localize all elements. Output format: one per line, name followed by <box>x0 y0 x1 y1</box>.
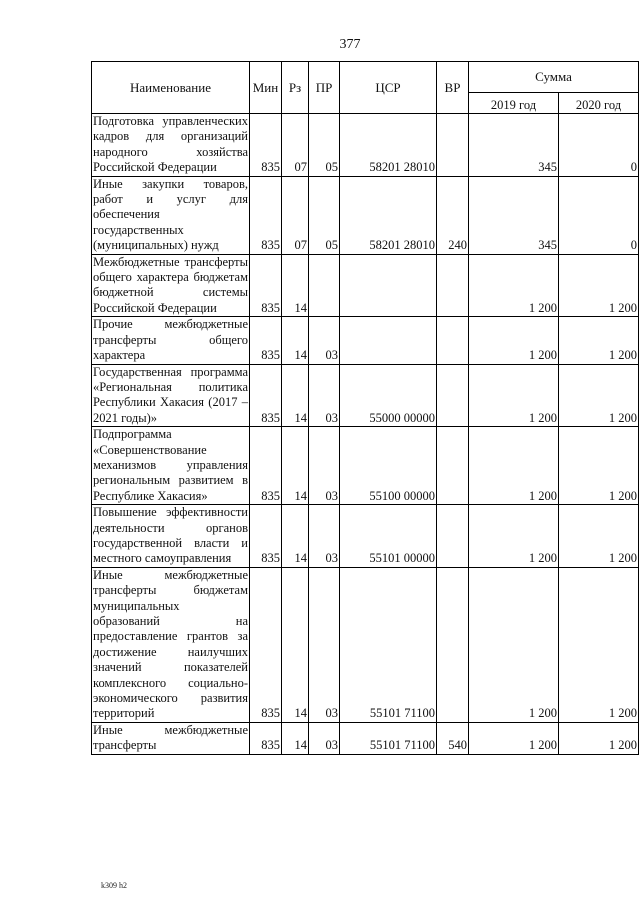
row-vr <box>437 427 469 505</box>
row-amount-2019: 1 200 <box>469 427 559 505</box>
header-sum: Сумма <box>469 62 639 93</box>
row-min: 835 <box>250 427 282 505</box>
table-row <box>92 427 639 505</box>
row-amount-2020: 1 200 <box>559 505 639 568</box>
table-row <box>92 254 639 317</box>
header-csr: ЦСР <box>340 62 437 114</box>
row-rz: 14 <box>282 364 309 427</box>
row-name: Государственная программа «Региональная политика Республики Хакасия (2017 – 2021 годы)» <box>93 364 248 425</box>
row-csr: 58201 28010 <box>340 114 437 177</box>
row-min: 835 <box>250 722 282 754</box>
row-vr: 240 <box>437 176 469 254</box>
row-min: 835 <box>250 114 282 177</box>
row-min: 835 <box>250 505 282 568</box>
row-amount-2020: 1 200 <box>559 427 639 505</box>
row-vr <box>437 567 469 722</box>
row-rz: 14 <box>282 254 309 317</box>
row-vr <box>437 364 469 427</box>
row-amount-2019: 345 <box>469 176 559 254</box>
row-rz: 14 <box>282 722 309 754</box>
row-pr: 03 <box>309 567 340 722</box>
row-csr: 58201 28010 <box>340 176 437 254</box>
row-name: Подготовка управленческих кадров для организаций народного хозяйства Российской Федерации <box>93 114 248 175</box>
header-year-2020: 2020 год <box>559 93 639 114</box>
row-rz: 14 <box>282 505 309 568</box>
row-pr: 03 <box>309 317 340 364</box>
row-csr: 55101 71100 <box>340 567 437 722</box>
row-name: Межбюджетные трансферты общего характера бюджетам бюджетной системы Российской Федерации <box>93 254 248 315</box>
footer-code: k309 h2 <box>101 881 127 890</box>
header-name: Наименование <box>92 62 250 114</box>
header-vr: ВР <box>437 62 469 114</box>
row-amount-2019: 345 <box>469 114 559 177</box>
row-csr <box>340 317 437 364</box>
header-min: Мин <box>250 62 282 114</box>
row-min: 835 <box>250 364 282 427</box>
row-pr: 03 <box>309 722 340 754</box>
row-pr: 05 <box>309 114 340 177</box>
row-amount-2020: 1 200 <box>559 317 639 364</box>
row-name: Прочие межбюджетные трансферты общего характера <box>93 317 248 363</box>
row-pr: 05 <box>309 176 340 254</box>
row-name: Иные межбюджетные трансферты бюджетам муниципальных образований на предоставление грантов за достижение наилучших значений показателей комплексного социально-экономического развития территорий <box>93 567 248 721</box>
row-min: 835 <box>250 176 282 254</box>
row-pr: 03 <box>309 364 340 427</box>
row-vr <box>437 114 469 177</box>
table-row <box>92 567 639 722</box>
row-name: Подпрограмма «Совершенствование механизмов управления региональным развитием в Республике Хакасия» <box>93 427 248 503</box>
row-csr <box>340 254 437 317</box>
row-pr <box>309 254 340 317</box>
row-vr <box>437 254 469 317</box>
table-row <box>92 722 639 754</box>
row-csr: 55000 00000 <box>340 364 437 427</box>
row-amount-2019: 1 200 <box>469 505 559 568</box>
row-amount-2020: 0 <box>559 176 639 254</box>
row-min: 835 <box>250 317 282 364</box>
row-name: Повышение эффективности деятельности органов государственной власти и местного самоуправления <box>93 505 248 566</box>
row-csr: 55100 00000 <box>340 427 437 505</box>
header-year-2019: 2019 год <box>469 93 559 114</box>
row-rz: 14 <box>282 567 309 722</box>
row-vr <box>437 317 469 364</box>
table-row <box>92 176 639 254</box>
row-name: Иные закупки товаров, работ и услуг для обеспечения государственных (муниципальных) нужд <box>93 176 248 253</box>
row-amount-2020: 1 200 <box>559 364 639 427</box>
row-amount-2020: 1 200 <box>559 722 639 754</box>
row-amount-2020: 1 200 <box>559 567 639 722</box>
row-min: 835 <box>250 254 282 317</box>
table-row <box>92 317 639 364</box>
row-csr: 55101 71100 <box>340 722 437 754</box>
table-row <box>92 114 639 177</box>
row-vr: 540 <box>437 722 469 754</box>
row-csr: 55101 00000 <box>340 505 437 568</box>
row-amount-2019: 1 200 <box>469 567 559 722</box>
row-rz: 07 <box>282 114 309 177</box>
table-row <box>92 505 639 568</box>
row-vr <box>437 505 469 568</box>
row-amount-2019: 1 200 <box>469 254 559 317</box>
row-rz: 14 <box>282 427 309 505</box>
page-number: 377 <box>339 37 361 52</box>
header-rz: Рз <box>282 62 309 114</box>
table-row <box>92 364 639 427</box>
row-amount-2019: 1 200 <box>469 364 559 427</box>
header-pr: ПР <box>309 62 340 114</box>
row-rz: 07 <box>282 176 309 254</box>
budget-table <box>91 61 639 755</box>
row-amount-2019: 1 200 <box>469 317 559 364</box>
row-name: Иные межбюджетные трансферты <box>93 722 248 753</box>
row-amount-2020: 0 <box>559 114 639 177</box>
row-min: 835 <box>250 567 282 722</box>
row-rz: 14 <box>282 317 309 364</box>
row-amount-2019: 1 200 <box>469 722 559 754</box>
row-amount-2020: 1 200 <box>559 254 639 317</box>
row-pr: 03 <box>309 427 340 505</box>
row-pr: 03 <box>309 505 340 568</box>
